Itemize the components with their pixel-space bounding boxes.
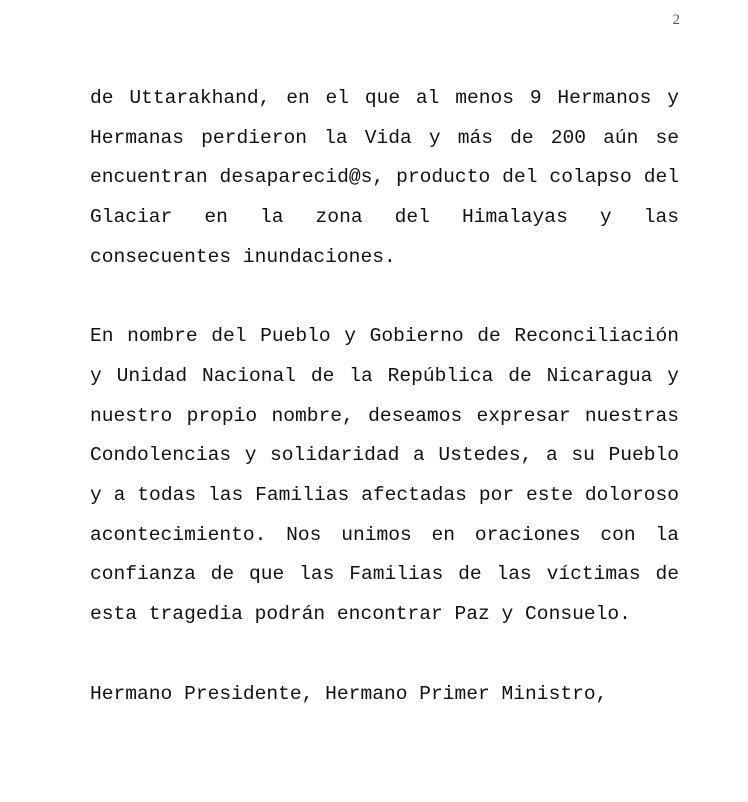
paragraph-condolences: En nombre del Pueblo y Gobierno de Reconciliación y Unidad Nacional de la República de Nicaragua y nuestro propio nombre, deseamos expresar nuestras Condolencias y solidaridad a Ustedes, a su Pueblo y a todas las Familias afectadas por este doloroso acontecimiento. Nos unimos en oraciones con la confianza de que las Familias de las víctimas de esta tragedia podrán encontrar Paz y Consuelo.: [90, 325, 679, 626]
letter-body: [90, 79, 679, 714]
paragraph-uttarakhand: de Uttarakhand, en el que al menos 9 Hermanos y Hermanas perdieron la Vida y más de 200 aún se encuentran desaparecid@s, producto del colapso del Glaciar en la zona del Himalayas y las consecuentes inundaciones.: [90, 87, 679, 268]
paragraph-salutation: Hermano Presidente, Hermano Primer Ministro,: [90, 682, 608, 705]
page-number: 2: [672, 12, 680, 28]
